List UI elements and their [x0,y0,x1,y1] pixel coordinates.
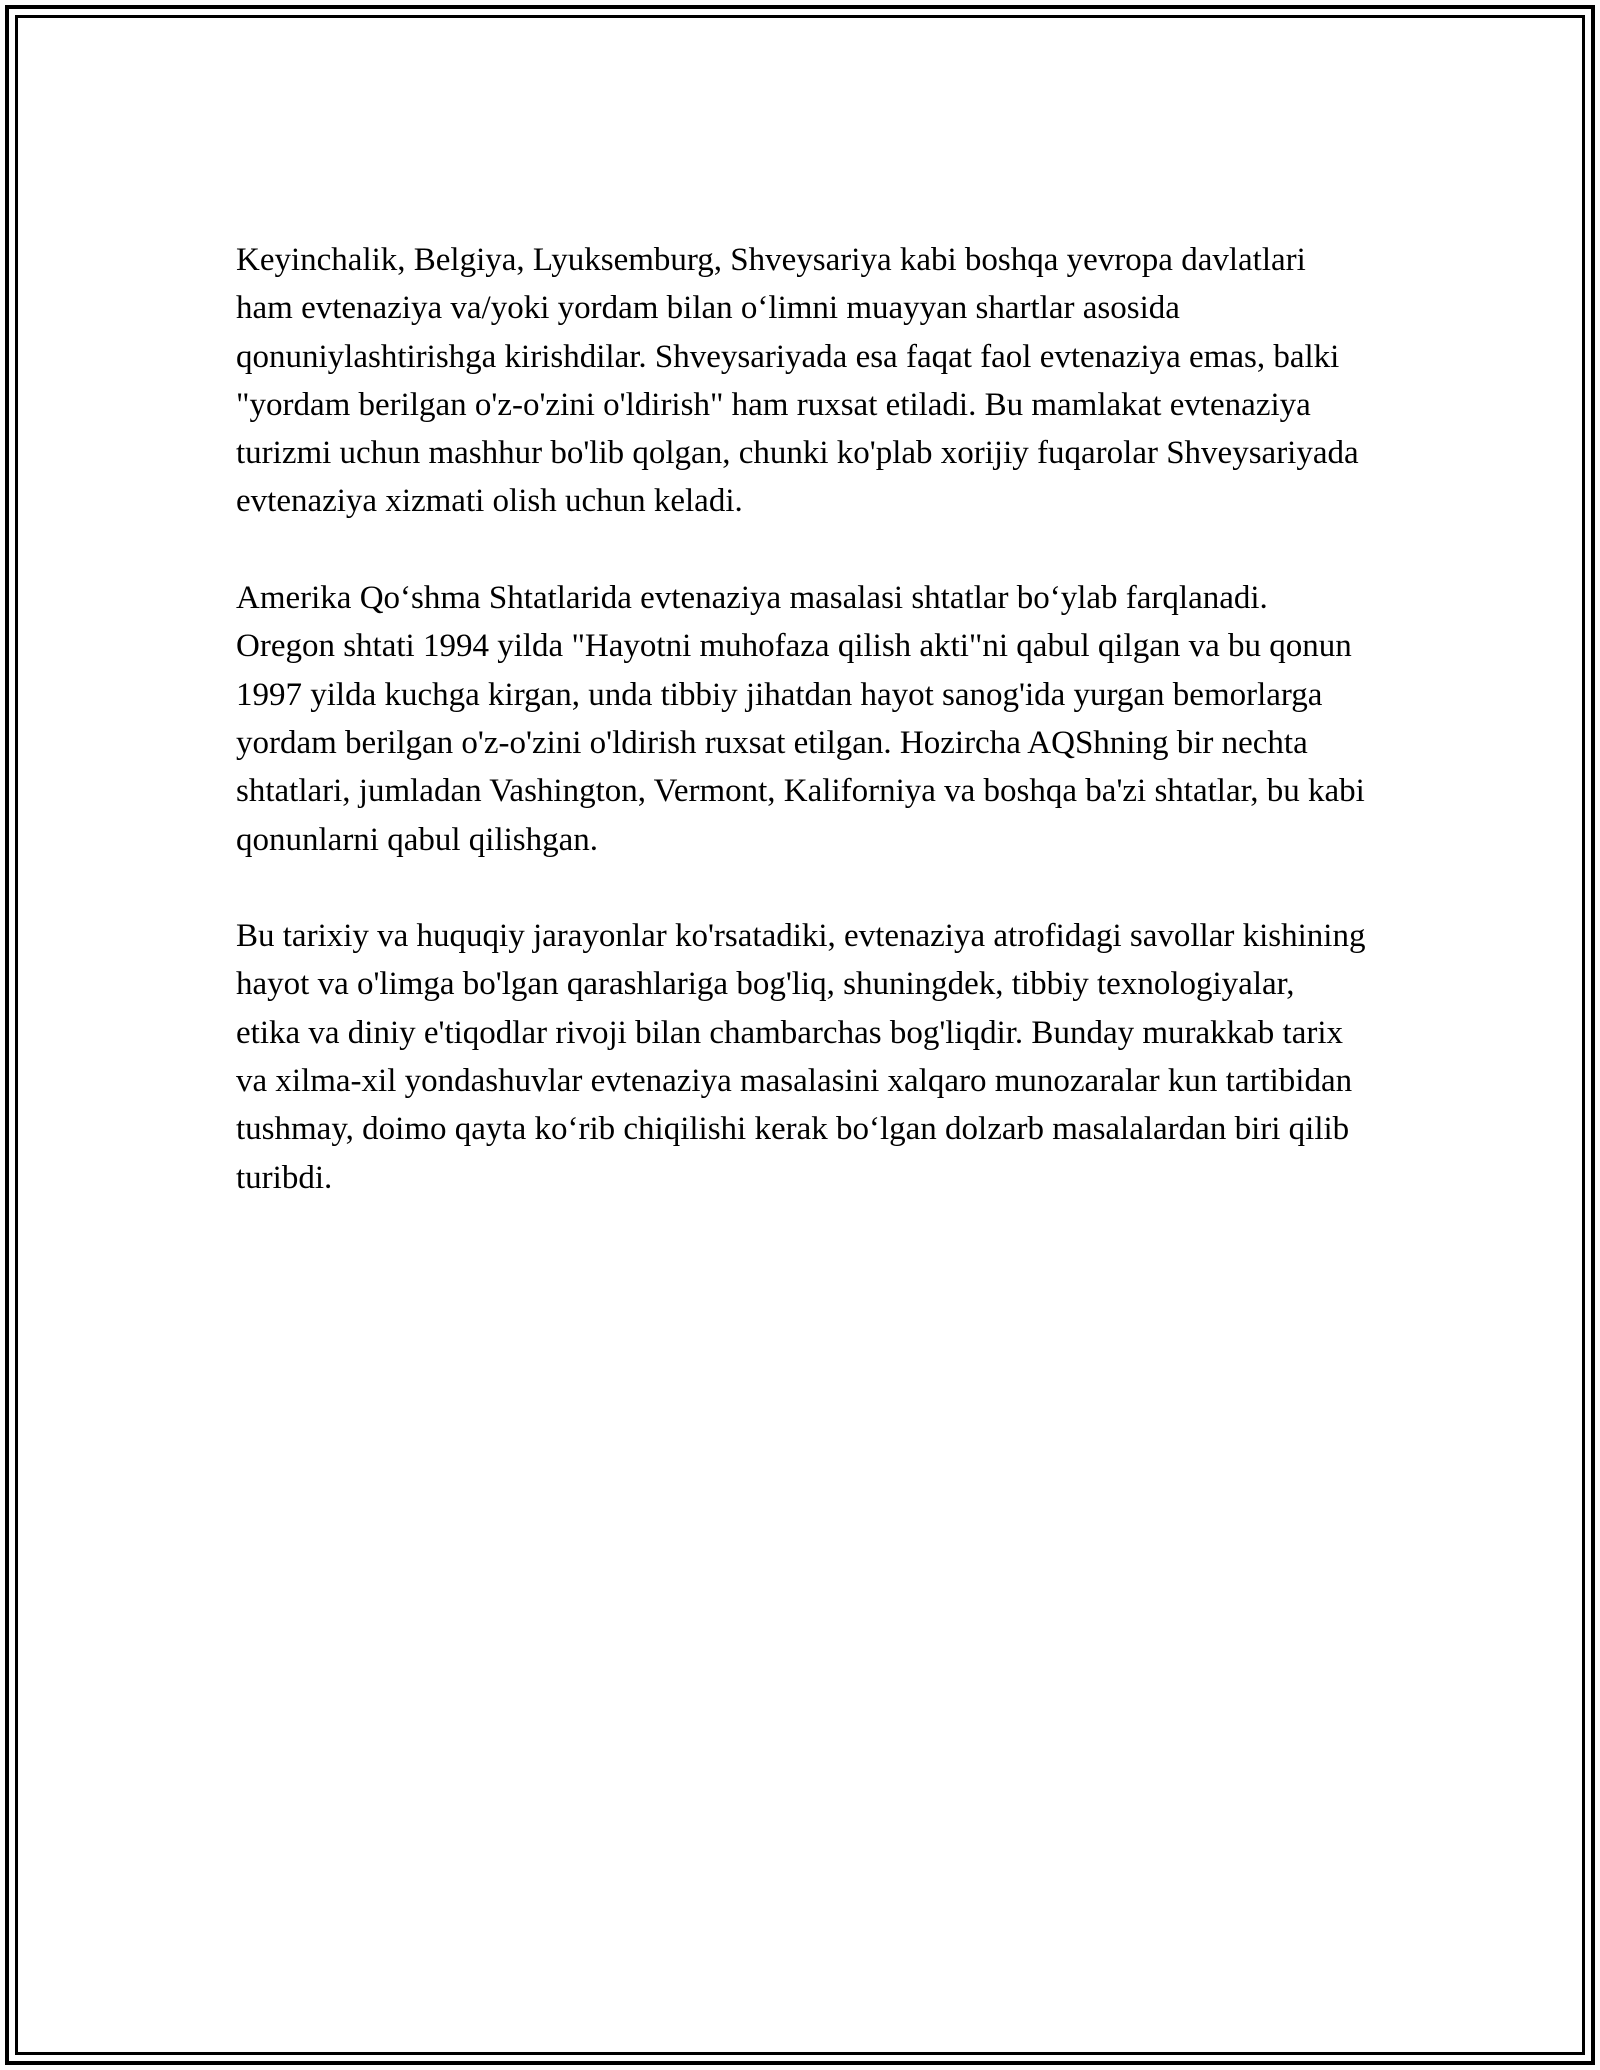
paragraph-switzerland: Keyinchalik, Belgiya, Lyuksemburg, Shveysariya kabi boshqa yevropa davlatlari ham evtenaziya va/yoki yordam bilan o‘limni muayyan shartlar asosida qonuniylashtirishga kirishdilar. Shveysariyada esa faqat faol evtenaziya emas, balki "yordam berilgan o'z-o'zini o'ldirish" ham ruxsat etiladi. Bu mamlakat evtenaziya turizmi uchun mashhur bo'lib qolgan, chunki ko'plab xorijiy fuqarolar Shveysariyada evtenaziya xizmati olish uchun keladi. [236,242,1359,520]
document-body [236,236,1366,1250]
paragraph-conclusion: Bu tarixiy va huquqiy jarayonlar ko'rsatadiki, evtenaziya atrofidagi savollar kishining hayot va o'limga bo'lgan qarashlariga bog'liq, shuningdek, tibbiy texnologiyalar, etika va diniy e'tiqodlar rivoji bilan chambarchas bog'liqdir. Bunday murakkab tarix va xilma-xil yondashuvlar evtenaziya masalasini xalqaro munozaralar kun tartibidan tushmay, doimo qayta ko‘rib chiqilishi kerak bo‘lgan dolzarb masalalardan biri qilib turibdi. [236,918,1366,1196]
paragraph-united-states: Amerika Qo‘shma Shtatlarida evtenaziya masalasi shtatlar bo‘ylab farqlanadi. Oregon shtati 1994 yilda "Hayotni muhofaza qilish akti"ni qabul qilgan va bu qonun 1997 yilda kuchga kirgan, unda tibbiy jihatdan hayot sanog'ida yurgan bemorlarga yordam berilgan o'z-o'zini o'ldirish ruxsat etilgan. Hozircha AQShning bir nechta shtatlari, jumladan Vashington, Vermont, Kaliforniya va boshqa ba'zi shtatlar, bu kabi qonunlarni qabul qilishgan. [236,580,1365,858]
